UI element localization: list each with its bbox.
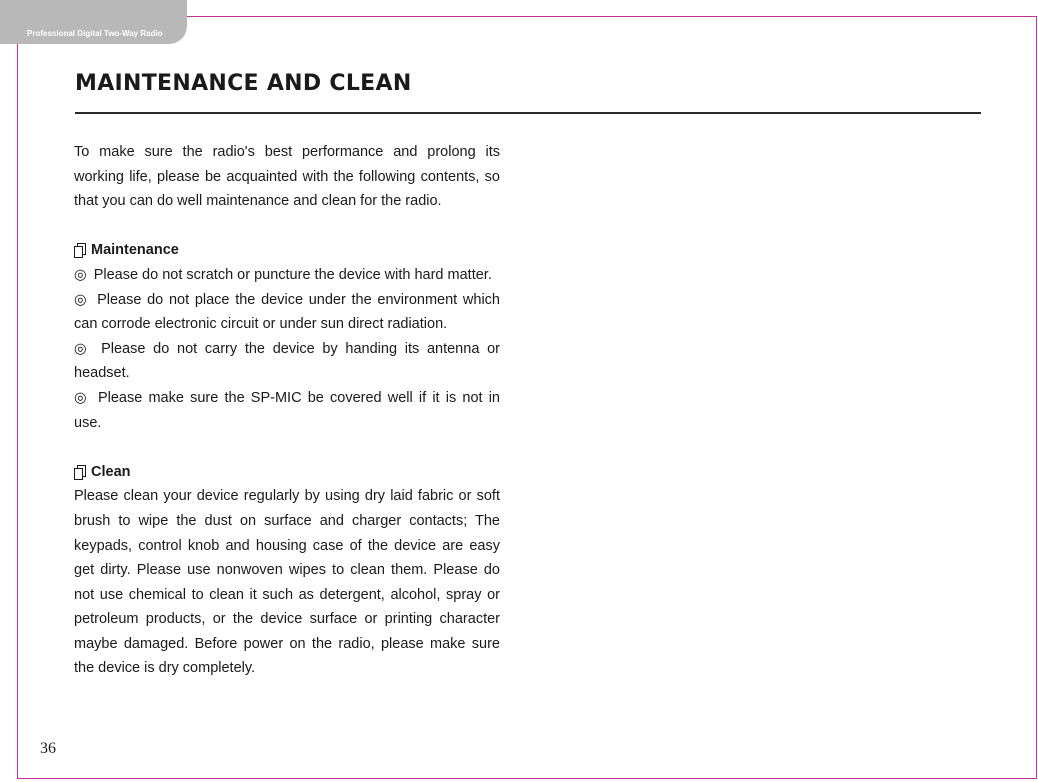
list-item-text: Please do not scratch or puncture the device with hard matter.: [93, 266, 492, 283]
list-item-text: Please make sure the SP-MIC be covered well if it is not in use.: [74, 389, 500, 431]
list-item-text: Please do not carry the device by handing its antenna or headset.: [74, 340, 500, 382]
list-item-text: Please do not place the device under the environment which can corrode electronic circuit or under sun direct radiation.: [74, 291, 500, 333]
clean-heading: [74, 460, 500, 485]
clean-heading-label: Clean: [91, 463, 131, 480]
document-icon: [74, 465, 86, 480]
document-icon: [74, 243, 86, 258]
bullet-symbol-icon: ◎: [74, 291, 89, 308]
title-rule: [75, 112, 981, 114]
page-title: MAINTENANCE AND CLEAN: [75, 71, 412, 96]
list-item: [74, 337, 500, 386]
page-number: 36: [40, 740, 56, 757]
maintenance-heading-label: Maintenance: [91, 242, 179, 259]
maintenance-list: [74, 263, 500, 435]
list-item: [74, 263, 500, 288]
bullet-symbol-icon: ◎: [74, 266, 87, 283]
clean-paragraph: Please clean your device regularly by using dry laid fabric or soft brush to wipe the dust on surface and charger contacts; The keypads, control knob and housing case of the device are easy get dirty. Please use nonwoven wipes to clean them. Please do not use chemical to clean it such as detergent, alcohol, spray or petroleum products, or the device surface or printing character maybe damaged. Before power on the radio, please make sure the device is dry completely.: [74, 488, 500, 677]
content-column: [74, 140, 500, 681]
intro-paragraph: To make sure the radio's best performance and prolong its working life, please be acquainted with the following contents, so that you can do well maintenance and clean for the radio.: [74, 144, 500, 210]
list-item: [74, 386, 500, 435]
bullet-symbol-icon: ◎: [74, 389, 89, 406]
list-item: [74, 288, 500, 337]
bullet-symbol-icon: ◎: [74, 340, 91, 357]
header-tab: [0, 0, 187, 44]
maintenance-heading: [74, 238, 500, 263]
header-tab-label: Professional Digital Two-Way Radio: [27, 29, 163, 38]
